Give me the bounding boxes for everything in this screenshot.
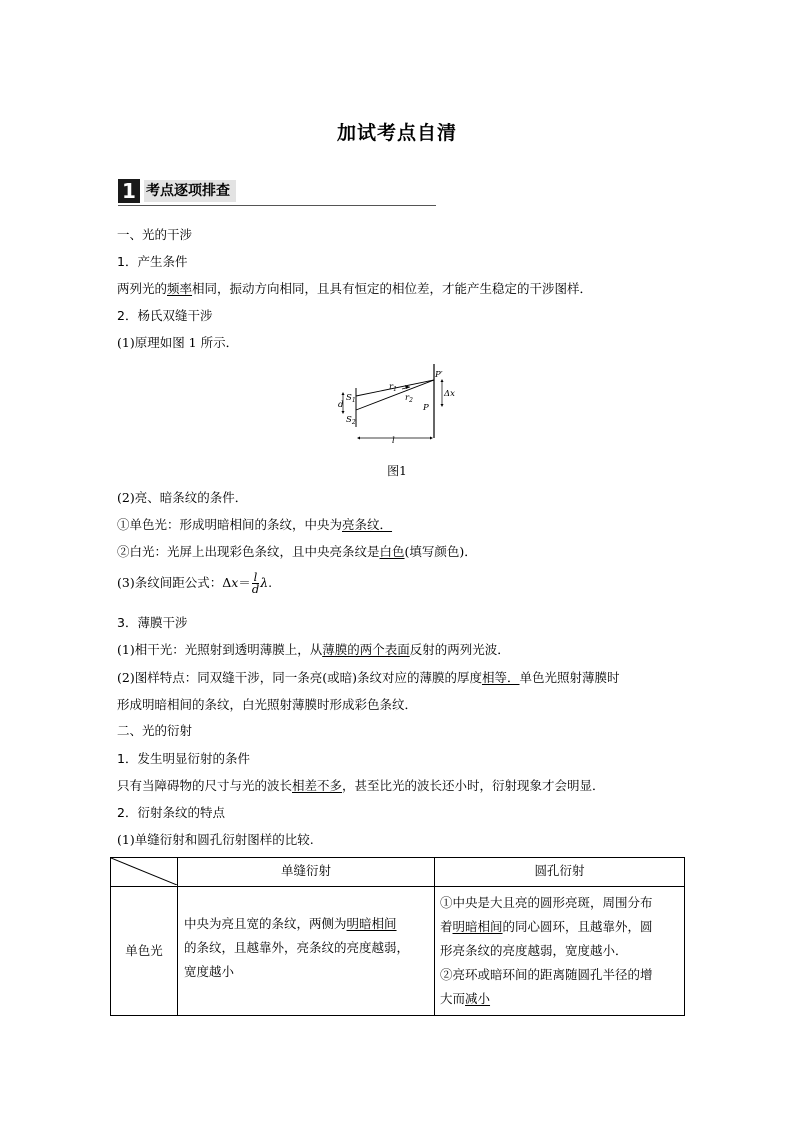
answer-alternating: 明暗相间 xyxy=(346,916,397,931)
cell-line: ①中央是大且亮的圆形亮斑，周围分布 xyxy=(440,895,653,910)
symbol-lambda: λ xyxy=(260,575,269,590)
paragraph-conditions xyxy=(117,280,592,298)
fraction-denominator: d xyxy=(251,582,260,596)
answer-decrease: 减小 xyxy=(465,991,491,1006)
text: 的同心圆环，且越靠外，圆 xyxy=(502,919,653,934)
cell-line: ②亮环或暗环间的距离随圆孔半径的增 xyxy=(440,967,653,982)
paragraph-white-light xyxy=(117,543,477,561)
label-r1: $r_1$ xyxy=(389,382,397,393)
label-l: l xyxy=(392,436,395,444)
page-title: 加试考点自清 xyxy=(336,122,457,144)
cell-line: 宽度越小 xyxy=(184,964,235,979)
text: ②白光：光屏上出现彩色条纹，且中央亮条纹是 xyxy=(117,544,380,559)
answer-white: 白色 xyxy=(379,544,405,559)
symbol-x: x xyxy=(231,575,239,590)
paragraph-comparison: (1)单缝衍射和圆孔衍射图样的比较. xyxy=(117,832,314,847)
answer-film-surfaces: 薄膜的两个表面 xyxy=(322,642,410,657)
cell-line xyxy=(440,915,679,939)
text: (填写颜色)． xyxy=(404,544,477,559)
paragraph-principle: (1)原理如图 1 所示． xyxy=(117,335,239,350)
double-slit-figure xyxy=(338,362,458,444)
paragraph-monochromatic xyxy=(117,516,392,534)
answer-alternating-rings: 明暗相间 xyxy=(452,919,503,934)
paragraph-spacing-formula xyxy=(117,572,272,595)
text: 单色光照射薄膜时 xyxy=(519,670,620,685)
text: (2)图样特点：同双缝干涉，同一条亮(或暗)条纹对应的薄膜的厚度 xyxy=(117,670,482,685)
heading-double-slit: 2．杨氏双缝干涉 xyxy=(117,308,213,323)
text: (1)相干光：光照射到透明薄膜上，从 xyxy=(117,642,323,657)
text: 反射的两列光波． xyxy=(409,642,510,657)
table-header-row xyxy=(111,858,685,887)
diagonal-corner-cell xyxy=(111,858,178,887)
label-r2: $r_2$ xyxy=(405,393,413,404)
heading-diffraction-features: 2．衍射条纹的特点 xyxy=(117,805,225,820)
paragraph-pattern-2: 形成明暗相间的条纹，白光照射薄膜时形成彩色条纹． xyxy=(117,697,418,712)
text: . xyxy=(268,575,273,590)
paragraph-pattern-1 xyxy=(117,669,620,687)
diffraction-comparison-table xyxy=(110,857,685,1016)
text: 着 xyxy=(440,919,453,934)
text: 中央为亮且宽的条纹，两侧为 xyxy=(184,916,347,931)
fraction-numerator: l xyxy=(253,570,258,584)
label-p: P xyxy=(423,403,429,413)
answer-bright-fringe: 亮条纹． xyxy=(342,517,393,532)
diagonal-line xyxy=(111,858,177,885)
section-label: 考点逐项排查 xyxy=(144,180,236,202)
double-slit-diagram xyxy=(338,362,458,444)
text: 两列光的 xyxy=(117,281,168,296)
answer-comparable: 相差不多 xyxy=(292,778,343,793)
label-d: d xyxy=(338,400,344,410)
heading-conditions: 1．产生条件 xyxy=(117,254,188,269)
heading-thin-film: 3．薄膜干涉 xyxy=(117,615,188,630)
cell-line xyxy=(184,912,428,936)
label-delta-x: Δx xyxy=(444,389,455,399)
heading-interference: 一、光的干涉 xyxy=(117,227,193,242)
figure-caption: 图1 xyxy=(387,464,407,478)
paragraph-diffraction-condition xyxy=(117,777,605,795)
paragraph-coherent xyxy=(117,641,510,659)
fraction-l-over-d xyxy=(252,572,259,595)
cell-circular-hole xyxy=(435,887,685,1016)
label-p-prime: P′ xyxy=(435,370,443,380)
cell-line: 形亮条纹的亮度越弱，宽度越小． xyxy=(440,943,628,958)
text: 只有当障碍物的尺寸与光的波长 xyxy=(117,778,293,793)
text: (3)条纹间距公式：Δ xyxy=(117,575,232,590)
section-banner xyxy=(118,178,436,206)
header-circular-hole: 圆孔衍射 xyxy=(435,858,685,887)
row-label-monochromatic: 单色光 xyxy=(111,887,178,1016)
heading-diffraction-condition: 1．发生明显衍射的条件 xyxy=(117,751,250,766)
label-s2: $S_2$ xyxy=(346,415,356,426)
answer-frequency: 频率 xyxy=(167,281,193,296)
cell-line xyxy=(440,987,679,1011)
text: 相同，振动方向相同，且具有恒定的相位差，才能产生稳定的干涉图样． xyxy=(192,281,593,296)
text: ，甚至比光的波长还小时，衍射现象才会明显． xyxy=(342,778,605,793)
answer-equal: 相等． xyxy=(481,670,520,685)
text: 大而 xyxy=(440,991,466,1006)
heading-diffraction: 二、光的衍射 xyxy=(117,723,193,738)
label-s1: $S_1$ xyxy=(346,393,356,404)
section-number: 1 xyxy=(118,179,140,203)
paragraph-bright-dark: (2)亮、暗条纹的条件． xyxy=(117,490,248,505)
cell-single-slit xyxy=(178,887,435,1016)
table-row xyxy=(111,887,685,1016)
equals: ＝ xyxy=(238,575,251,590)
header-single-slit: 单缝衍射 xyxy=(178,858,435,887)
text: ①单色光：形成明暗相间的条纹，中央为 xyxy=(117,517,343,532)
cell-line: 的条纹，且越靠外，亮条纹的亮度越弱， xyxy=(184,940,410,955)
